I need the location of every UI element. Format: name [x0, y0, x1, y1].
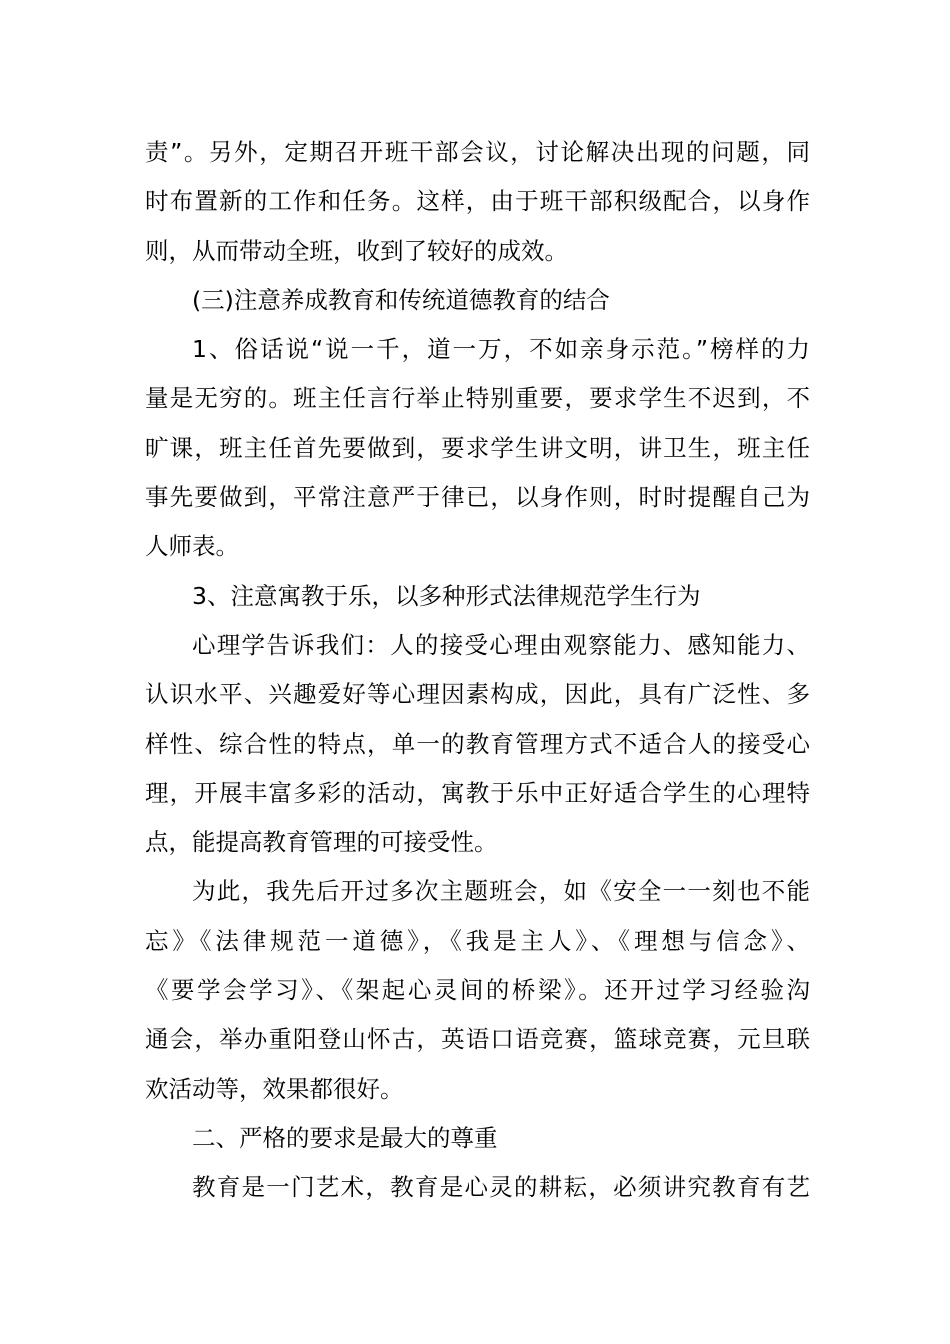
text-line: 《要学会学习》、《架起心灵间的桥梁》。还开过学习经验沟	[145, 976, 810, 1005]
text-line: 心理学告诉我们：人的接受心理由观察能力、感知能力、	[192, 630, 810, 659]
text-line: 忘》《法律规范一道德》，《我是主人》、《理想与信念》、	[145, 926, 810, 955]
document-body	[145, 128, 810, 1213]
text-line: 事先要做到，平常注意严于律已，以身作则，时时提醒自己为	[145, 483, 810, 512]
text-line: 为此，我先后开过多次主题班会，如《安全一一刻也不能	[192, 877, 810, 906]
text-line: 旷课，班主任首先要做到，要求学生讲文明，讲卫生，班主任	[145, 433, 810, 462]
section-heading: 二、严格的要求是最大的尊重	[192, 1123, 498, 1152]
text-line: 理，开展丰富多彩的活动，寓教于乐中正好适合学生的心理特	[145, 778, 810, 807]
text-line: 量是无穷的。班主任言行举止特别重要，要求学生不迟到，不	[145, 384, 810, 413]
text-line: 时布置新的工作和任务。这样，由于班干部积级配合，以身作	[145, 187, 810, 216]
text-line: 点，能提高教育管理的可接受性。	[145, 828, 498, 857]
text-line: 则，从而带动全班，收到了较好的成效。	[145, 236, 568, 265]
section-heading: (三)注意养成教育和传统道德教育的结合	[192, 285, 610, 314]
text-line: 认识水平、兴趣爱好等心理因素构成，因此，具有广泛性、多	[145, 680, 810, 709]
text-line: 欢活动等，效果都很好。	[145, 1074, 404, 1103]
text-line: 责”。另外，定期召开班干部会议，讨论解决出现的问题，同	[145, 138, 810, 166]
text-line: 通会，举办重阳登山怀古，英语口语竞赛，篮球竞赛，元旦联	[145, 1025, 810, 1054]
text-line: 人师表。	[145, 532, 239, 561]
text-line: 1、俗话说“说一千，道一万，不如亲身示范。”榜样的力	[192, 335, 810, 364]
text-line: 教育是一门艺术，教育是心灵的耕耘，必须讲究教育有艺	[192, 1173, 810, 1202]
text-line: 样性、综合性的特点，单一的教育管理方式不适合人的接受心	[145, 729, 810, 758]
section-heading: 3、注意寓教于乐，以多种形式法律规范学生行为	[192, 581, 701, 610]
